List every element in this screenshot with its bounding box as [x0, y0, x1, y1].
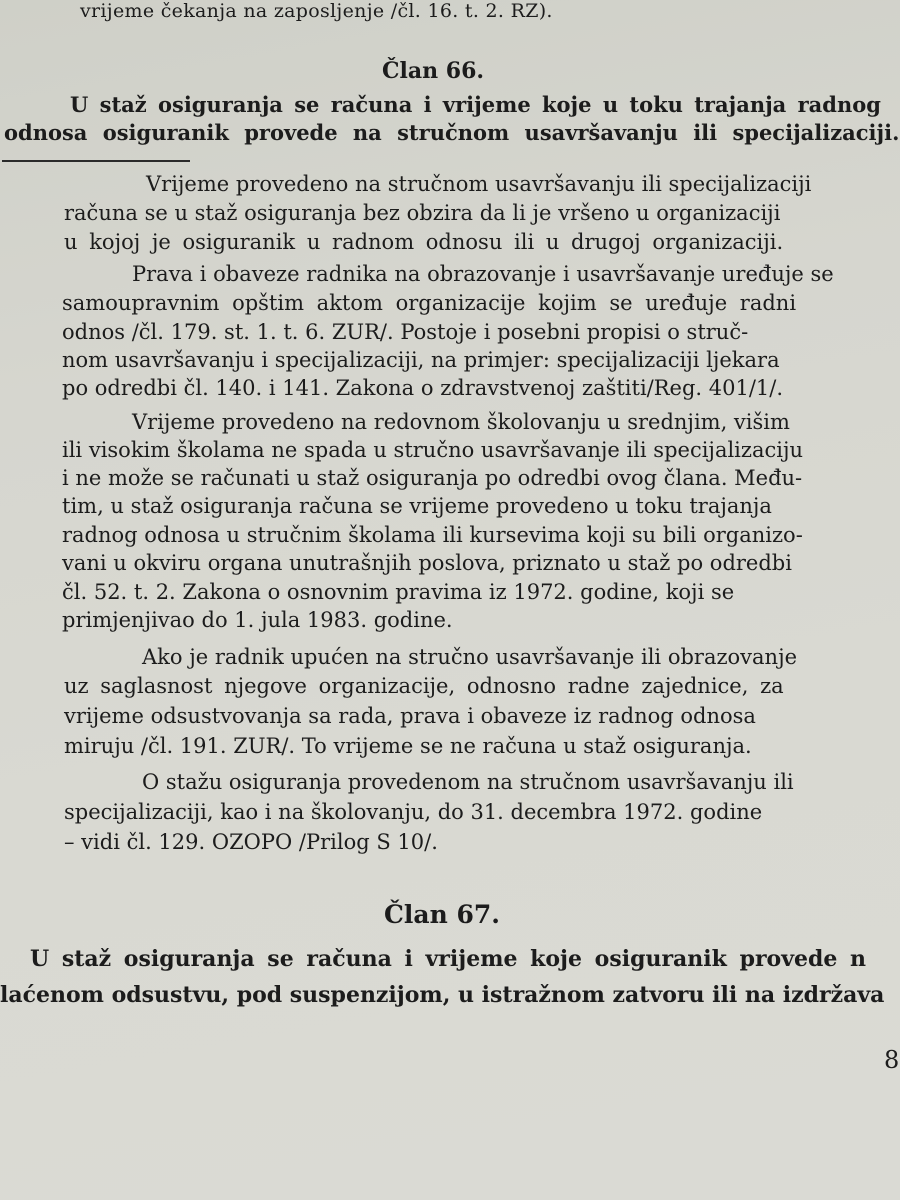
paragraph-line: vani u okviru organa unutrašnjih poslova, priznato u staž po odredbi — [62, 551, 792, 575]
paragraph-line: odnos /čl. 179. st. 1. t. 6. ZUR/. Postoje i posebni propisi o struč- — [62, 320, 749, 344]
paragraph-line: samoupravnim opštim aktom organizacije kojim se uređuje radni — [62, 291, 797, 315]
article-67-heading-line: U staž osiguranja se računa i vrijeme koje osiguranik provede n — [30, 946, 867, 972]
paragraph-line: vrijeme odsustvovanja sa rada, prava i obaveze iz radnog odnosa — [64, 704, 756, 728]
paragraph-line: u kojoj je osiguranik u radnom odnosu ili u drugoj organizaciji. — [64, 230, 784, 254]
paragraph-line: miruju /čl. 191. ZUR/. To vrijeme se ne računa u staž osiguranja. — [64, 734, 752, 758]
paragraph-line: – vidi čl. 129. OZOPO /Prilog S 10/. — [64, 830, 438, 854]
article-67-heading-line: laćenom odsustvu, pod suspenzijom, u istražnom zatvoru ili na izdržava — [0, 982, 885, 1008]
paragraph-line: O stažu osiguranja provedenom na stručnom usavršavanju ili — [142, 770, 794, 794]
page-number: 8 — [884, 1046, 900, 1074]
paragraph-line: uz saglasnost njegove organizacije, odnosno radne zajednice, za — [64, 674, 784, 698]
article-66-title: Član 66. — [382, 58, 485, 84]
paragraph-line: računa se u staž osiguranja bez obzira da li je vršeno u organizaciji — [64, 201, 781, 225]
paragraph-line: i ne može se računati u staž osiguranja po odredbi ovog člana. Među- — [62, 466, 803, 490]
paragraph-line: po odredbi čl. 140. i 141. Zakona o zdravstvenoj zaštiti/Reg. 401/1/. — [62, 376, 784, 400]
paragraph-line: Ako je radnik upućen na stručno usavršavanje ili obrazovanje — [142, 645, 798, 669]
article-66-heading-line: U staž osiguranja se računa i vrijeme koje u toku trajanja radnog — [70, 92, 881, 117]
article-67-title: Član 67. — [384, 900, 500, 929]
paragraph-line: specijalizaciji, kao i na školovanju, do 31. decembra 1972. godine — [64, 800, 763, 824]
section-divider — [2, 160, 190, 162]
previous-article-tail: vrijeme čekanja na zaposljenje /čl. 16. t. 2. RZ). — [80, 0, 553, 22]
article-66-heading-line: odnosa osiguranik provede na stručnom usavršavanju ili specijalizaciji. — [4, 120, 900, 145]
paragraph-line: primjenjivao do 1. jula 1983. godine. — [62, 608, 453, 632]
paragraph-line: ili visokim školama ne spada u stručno usavršavanje ili specijalizaciju — [62, 438, 803, 462]
paragraph-line: nom usavršavanju i specijalizaciji, na primjer: specijalizaciji ljekara — [62, 348, 780, 372]
paragraph-line: čl. 52. t. 2. Zakona o osnovnim pravima iz 1972. godine, koji se — [62, 580, 735, 604]
paragraph-line: tim, u staž osiguranja računa se vrijeme provedeno u toku trajanja — [62, 494, 772, 518]
paragraph-line: Vrijeme provedeno na stručnom usavršavanju ili specijalizaciji — [146, 172, 812, 196]
paragraph-line: radnog odnosa u stručnim školama ili kursevima koji su bili organizo- — [62, 523, 803, 547]
paragraph-line: Vrijeme provedeno na redovnom školovanju u srednjim, višim — [132, 410, 790, 434]
paragraph-line: Prava i obaveze radnika na obrazovanje i usavršavanje uređuje se — [132, 262, 834, 286]
